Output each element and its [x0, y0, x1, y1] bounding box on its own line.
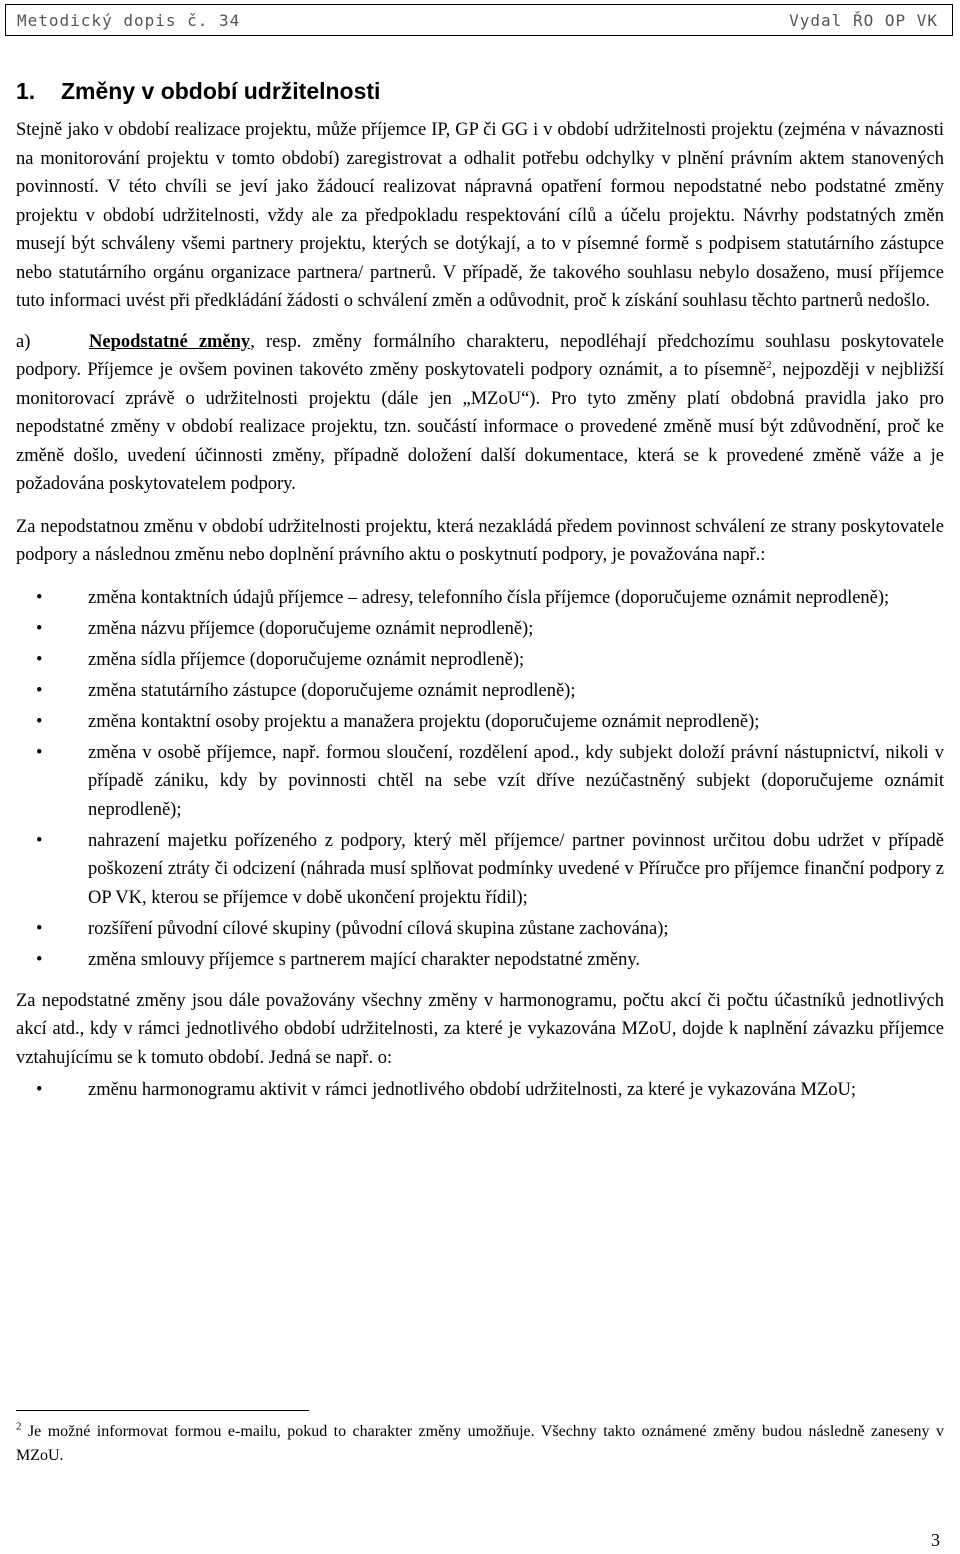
examples-intro-paragraph: Za nepodstatnou změnu v období udržitelnosti projektu, která nezakládá předem povinnost schválení ze strany poskytovatele podpory a následnou změnu nebo doplnění právního aktu o poskytnutí podpory, je považována např.: [16, 516, 944, 565]
footnote-number: 2 [16, 1420, 22, 1433]
list-item: • změna kontaktní osoby projektu a manažera projektu (doporučujeme oznámit neprodleně); [16, 708, 944, 737]
bullet-icon: • [36, 830, 43, 851]
footnote-reference: 2 [766, 358, 772, 371]
harmonogram-list [16, 1076, 944, 1105]
bullet-icon: • [36, 587, 43, 608]
list-item: • změna kontaktních údajů příjemce – adresy, telefonního čísla příjemce (doporučujeme oznámit neprodleně); [16, 584, 944, 613]
item-a-paragraph [16, 328, 944, 499]
bullet-icon: • [36, 1080, 43, 1100]
examples-list [16, 584, 944, 975]
item-a-label: a) [16, 331, 31, 352]
bullet-icon: • [36, 680, 43, 701]
bullet-icon: • [36, 742, 43, 763]
section-title: Změny v období udržitelnosti [61, 78, 381, 104]
footnote [16, 1420, 944, 1468]
item-a-text-1: , resp. změny formálního charakteru, nepodléhají předchozímu souhlasu poskytovatele podpory. Příjemce je ovšem povinen takovéto změny poskytovateli podpory oznámit, a to písemně [16, 331, 944, 380]
header-issuer: Vydal ŘO OP VK [789, 10, 938, 30]
harmonogram-paragraph: Za nepodstatné změny jsou dále považovány všechny změny v harmonogramu, počtu akcí či počtu účastníků jednotlivých akcí atd., kdy v rámci jednotlivého období udržitelnosti, za které je vykazována MZoU, dojde k naplnění závazku příjemce vztahujícímu se k tomuto období. Jedná se např. o: [16, 990, 944, 1068]
list-item: • změna sídla příjemce (doporučujeme oznámit neprodleně); [16, 646, 944, 675]
bullet-icon: • [36, 918, 43, 939]
footnote-divider [16, 1410, 309, 1411]
bullet-icon: • [36, 711, 43, 732]
item-a-text-2: , nejpozději v nejbližší monitorovací zprávě o udržitelnosti projektu (dále jen „MZoU“). Pro tyto změny platí obdobná pravidla jako pro nepodstatné změny v období realizace projektu, tzn. součástí informace o provedené změně musí být zdůvodnění, proč ke změně došlo, uvedení účinnosti změny, případně doložení další dokumentace, která se k provedené změně váže a je požadována poskytovatelem podpory. [16, 360, 944, 494]
bullet-icon: • [36, 618, 43, 639]
list-item: • změna názvu příjemce (doporučujeme oznámit neprodleně); [16, 615, 944, 644]
list-item: • změna statutárního zástupce (doporučujeme oznámit neprodleně); [16, 677, 944, 706]
document-body [16, 76, 944, 1107]
page-number: 3 [931, 1530, 940, 1550]
bullet-icon: • [36, 949, 43, 970]
bullet-icon: • [36, 649, 43, 670]
list-item: • změna smlouvy příjemce s partnerem mající charakter nepodstatné změny. [16, 946, 944, 975]
section-heading [16, 76, 944, 106]
list-item: • nahrazení majetku pořízeného z podpory, který měl příjemce/ partner povinnost určitou dobu udržet v případě poškození ztráty či odcizení (náhrada musí splňovat podmínky uvedené v Příručce pro příjemce finanční podpory z OP VK, kterou se příjemce v době ukončení projektu řídil); [16, 827, 944, 913]
item-a-term: Nepodstatné změny [89, 331, 251, 352]
list-item: • změna v osobě příjemce, např. formou sloučení, rozdělení apod., kdy subjekt doloží právní nástupnictví, nikoli v případě zániku, kdy by povinnosti chtěl na sebe vzít dříve nezúčastněný subjekt (doporučujeme oznámit neprodleně); [16, 739, 944, 825]
page-header [5, 4, 953, 36]
list-item: • rozšíření původní cílové skupiny (původní cílová skupina zůstane zachována); [16, 915, 944, 944]
footnote-text: Je možné informovat formou e-mailu, pokud to charakter změny umožňuje. Všechny takto oznámené změny budou následně zaneseny v MZoU. [16, 1423, 944, 1464]
list-item: • změnu harmonogramu aktivit v rámci jednotlivého období udržitelnosti, za které je vykazována MZoU; [16, 1076, 944, 1105]
intro-paragraph: Stejně jako v období realizace projektu, může příjemce IP, GP či GG i v období udržitelnosti projektu (zejména v návaznosti na monitorování projektu v tomto období) zaregistrovat a odhalit potřebu odchylky v plnění právním aktem stanovených povinností. V této chvíli se jeví jako žádoucí realizovat nápravná opatření formou nepodstatné nebo podstatné změny projektu v období udržitelnosti, vždy ale za předpokladu respektování cílů a účelu projektu. Návrhy podstatných změn musejí být schváleny všemi partnery projektu, kterých se dotýkají, a to v písemné formě s podpisem statutárního zástupce nebo statutárního orgánu organizace partnera/ partnerů. V případě, že takového souhlasu nebylo dosaženo, musí příjemce tuto informaci uvést při předkládání žádosti o schválení změn a odůvodnit, proč k získání souhlasu těchto partnerů nedošlo. [16, 120, 944, 311]
section-number: 1. [16, 78, 36, 104]
header-document-title: Metodický dopis č. 34 [17, 10, 241, 30]
